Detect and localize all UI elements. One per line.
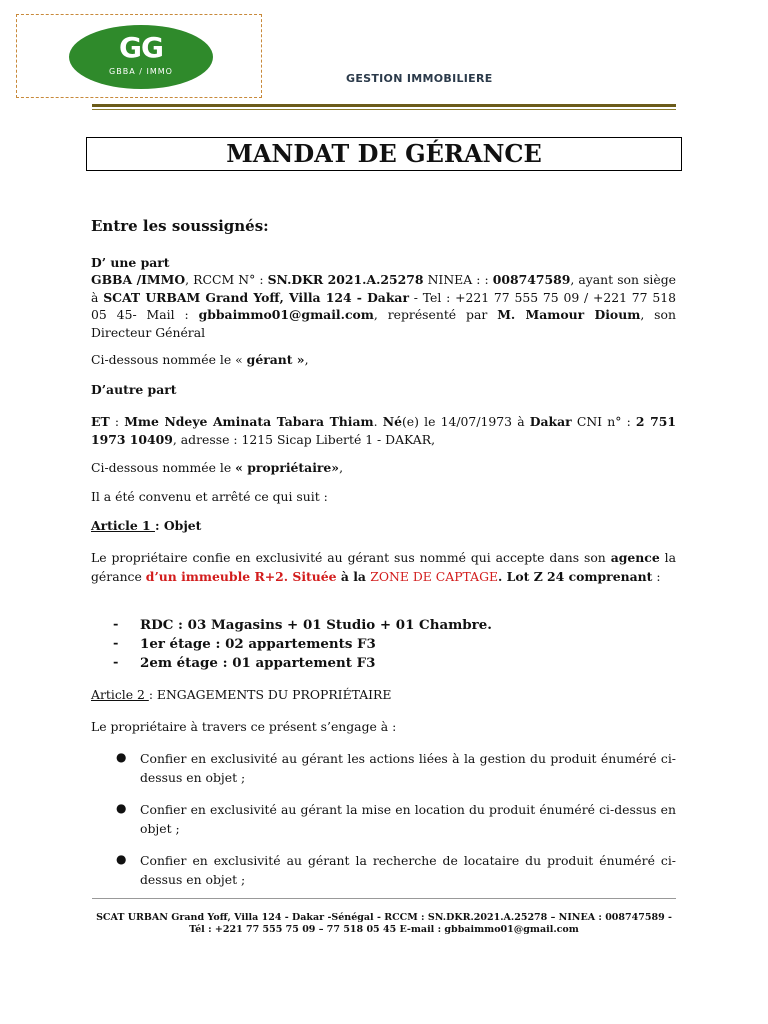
party2-birthplace: Dakar: [529, 414, 572, 429]
logo-mark: GG: [119, 31, 163, 64]
footer: [92, 912, 676, 936]
article1-zone: ZONE DE CAPTAGE: [370, 569, 499, 584]
party1-director: M. Mamour Dioum: [497, 307, 641, 322]
list-item: Confier en exclusivité au gérant les actions liées à la gestion du produit énuméré ci-dessus en objet ;: [140, 751, 676, 785]
designation-role: « propriétaire»: [235, 460, 340, 475]
agreement-statement: Il a été convenu et arrêté ce qui suit :: [91, 489, 328, 504]
party2-birthdate: (e) le 14/07/1973 à: [401, 414, 530, 429]
cni-label: CNI n° :: [571, 414, 636, 429]
party1-ninea: 008747589: [492, 272, 571, 287]
party1-company: GBBA /IMMO: [91, 272, 186, 287]
list-item: Confier en exclusivité au gérant la mise en location du produit énuméré ci-dessus en objet ;: [140, 802, 676, 836]
party2-born: Né: [382, 414, 402, 429]
article1-paragraph: [91, 548, 676, 586]
article1-heading: [91, 517, 676, 535]
party2-heading: D’autre part: [91, 382, 177, 397]
article1-text: à la: [336, 569, 371, 584]
designation-suffix: ,: [339, 460, 344, 475]
designation-suffix: ,: [304, 352, 309, 367]
article1-text: :: [652, 569, 661, 584]
ninea-label: NINEA : :: [423, 272, 493, 287]
party1-rccm: SN.DKR 2021.A.25278: [267, 272, 424, 287]
header-rule-thin: [92, 109, 676, 110]
party2-address: , adresse : 1215 Sicap Liberté 1 - DAKAR,: [172, 431, 436, 447]
header-rule: [92, 104, 676, 107]
list-item: 2em étage : 01 appartement F3: [140, 655, 376, 671]
article1-lot: . Lot Z 24 comprenant: [498, 569, 653, 584]
footer-rule: [92, 898, 676, 899]
party2-cni: 2 751 1973 10409: [91, 414, 676, 447]
party1-address: SCAT URBAM Grand Yoff, Villa 124 - Dakar: [103, 289, 409, 305]
footer-contact: Tél : +221 77 555 75 09 – 77 518 05 45 E-mail : gbbaimmo01@gmail.com: [189, 924, 579, 935]
logo-frame: [16, 14, 262, 98]
article1-agency: agence: [610, 550, 660, 565]
party2-owner: Mme Ndeye Aminata Tabara Thiam: [124, 414, 374, 429]
party2-sep: .: [373, 414, 383, 429]
party2-colon: :: [109, 414, 125, 429]
list-dash: -: [113, 655, 119, 670]
document-title: MANDAT DE GÉRANCE: [86, 137, 682, 171]
designation-role: gérant »: [246, 352, 305, 367]
party1-email: gbbaimmo01@gmail.com: [198, 307, 374, 322]
designation-prefix: Ci-dessous nommée le: [91, 460, 236, 475]
represented-label: , représenté par: [373, 307, 498, 322]
article1-label: Article 1: [91, 518, 155, 533]
list-item: Confier en exclusivité au gérant la recherche de locataire du produit énuméré ci-dessus en objet ;: [140, 853, 676, 887]
bullet-icon: ●: [116, 852, 127, 866]
intro-heading: Entre les soussignés:: [91, 217, 269, 235]
article1-title: : Objet: [154, 518, 202, 533]
company-logo: [69, 25, 213, 89]
rccm-label: , RCCM N° :: [185, 272, 268, 287]
article1-building: d’un immeuble R+2. Située: [145, 569, 337, 584]
party2-designation: [91, 459, 676, 477]
article1-text: Le propriétaire confie en exclusivité au gérant sus nommé qui accepte dans son: [91, 550, 611, 565]
article2-heading: [91, 686, 676, 704]
bullet-icon: ●: [116, 801, 127, 815]
list-dash: -: [113, 636, 119, 651]
list-item: RDC : 03 Magasins + 01 Studio + 01 Chambre.: [140, 617, 492, 633]
bullet-icon: ●: [116, 750, 127, 764]
seat-label: , ayant son siège à: [91, 272, 676, 305]
footer-address: SCAT URBAN Grand Yoff, Villa 124 - Dakar -Sénégal - RCCM : SN.DKR.2021.A.25278 – NINEA : 008747589 -: [96, 912, 672, 923]
party1-heading: D’ une part: [91, 255, 170, 270]
article2-title: : ENGAGEMENTS DU PROPRIÉTAIRE: [148, 687, 392, 702]
mail-label: - Mail :: [132, 307, 199, 322]
designation-prefix: Ci-dessous nommée le «: [91, 352, 247, 367]
party2-paragraph: [91, 413, 676, 448]
list-item: 1er étage : 02 appartements F3: [140, 636, 376, 652]
article1-text: la gérance: [91, 550, 676, 584]
article2-label: Article 2: [91, 687, 149, 702]
article2-intro: Le propriétaire à travers ce présent s’engage à :: [91, 719, 397, 734]
director-role: , son Directeur Général: [91, 307, 676, 340]
logo-text: GBBA / IMMO: [109, 67, 173, 76]
party1-tel: +221 77 555 75 09 / +221 77 518 05 45: [91, 289, 676, 322]
party2-et: ET: [91, 414, 110, 429]
party1-designation: [91, 351, 676, 369]
list-dash: -: [113, 617, 119, 632]
party1-paragraph: [91, 271, 676, 341]
tel-label: - Tel :: [408, 289, 456, 305]
header-subtitle: GESTION IMMOBILIERE: [346, 72, 493, 85]
